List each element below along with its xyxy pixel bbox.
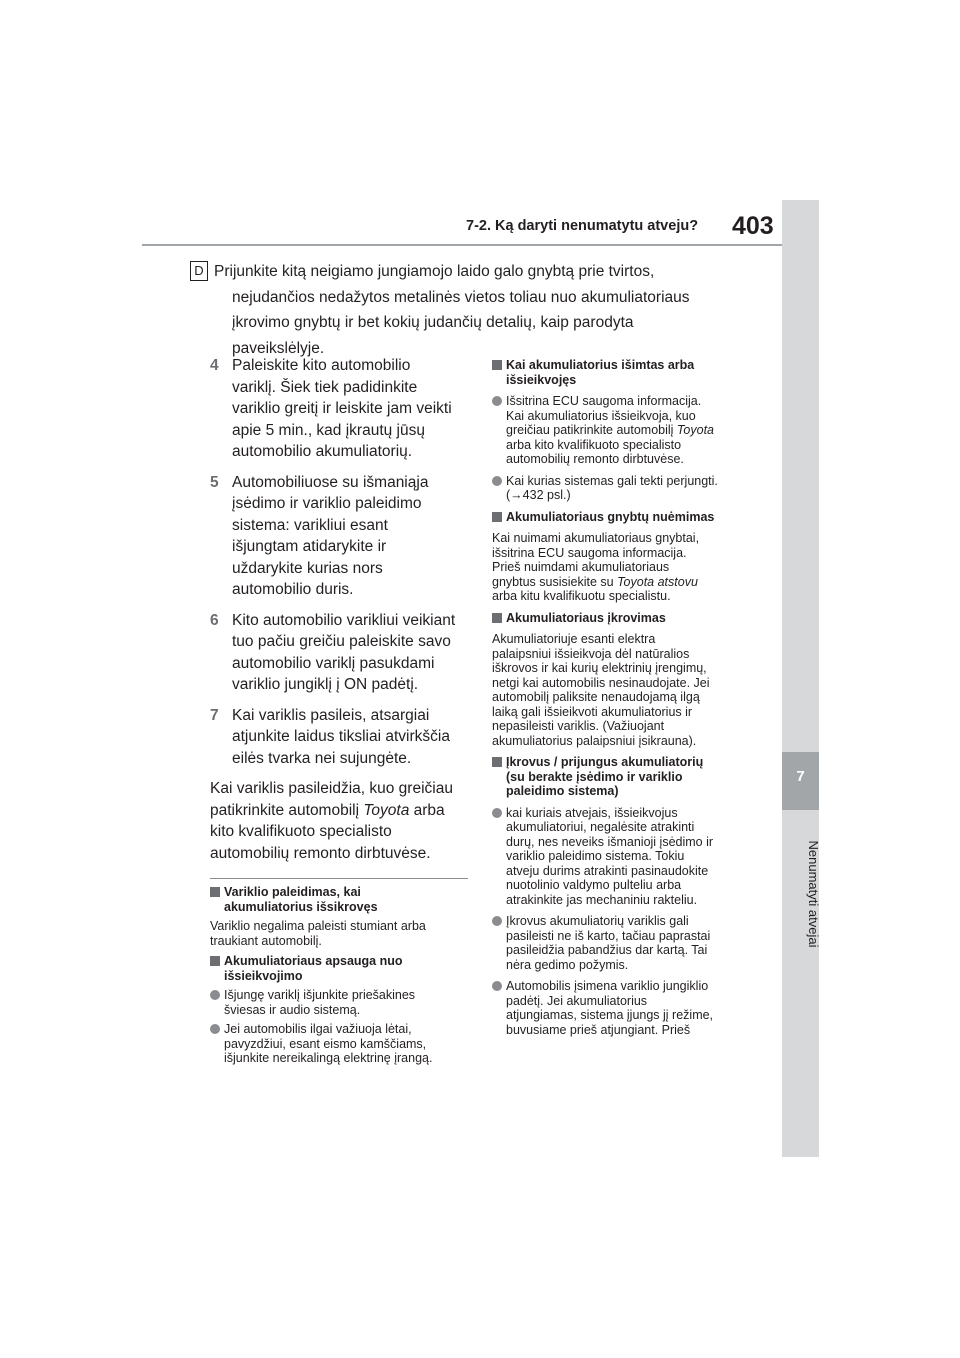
intro-line: Prijunkite kitą neigiamo jungiamojo laido galo gnybtą prie tvirtos, — [214, 263, 655, 280]
step-line: išjungtam atidarykite ir — [232, 538, 387, 555]
step-line: sistema: varikliui esant — [232, 516, 388, 534]
circle-bullet-icon — [492, 981, 502, 991]
note-line: iškrovos ir kai kurių elektrinių įrengimų, — [492, 661, 707, 675]
circle-bullet-icon — [492, 808, 502, 818]
note-line — [492, 575, 758, 590]
text-run: greičiau patikrinkite automobilį — [506, 423, 677, 437]
step-number: 7 — [210, 706, 219, 724]
circle-bullet-icon — [210, 990, 220, 1000]
closing-line: kito kvalifikuoto specialisto — [210, 823, 392, 840]
header-divider — [142, 244, 782, 246]
note-line: akumuliatorius palaipsniui įsikrauna). — [492, 733, 697, 748]
note-bullet — [492, 474, 758, 503]
step-item — [210, 355, 472, 463]
note-line: Prieš nuimdami akumuliatoriaus — [492, 560, 670, 574]
brand-name: Toyota atstovu — [617, 574, 698, 589]
note-line: atveju durims atrakinti pasinaudokite — [506, 863, 709, 878]
note-bullet — [492, 806, 758, 908]
note-line: variklio paleidimo sistema. Tokiu — [506, 849, 685, 863]
note-bullet — [492, 394, 758, 467]
note-heading — [492, 358, 758, 387]
notes-divider — [210, 878, 468, 879]
note-line: automobilį paliksite nenaudojamą ilgą — [492, 690, 700, 704]
intro-line: nejudančios nedažytos metalinės vietos toliau nuo akumuliatoriaus — [232, 288, 690, 306]
brand-name: Toyota — [363, 801, 410, 819]
chapter-label: Nenumatyti atvejai — [806, 840, 821, 948]
note-line: pavyzdžiui, esant eismo kamščiams, — [224, 1036, 427, 1051]
step-line: tuo pačiu greičiu paleiskite savo — [232, 633, 451, 650]
square-bullet-icon — [492, 757, 502, 767]
circle-bullet-icon — [492, 916, 502, 926]
step-item — [210, 472, 472, 601]
square-bullet-icon — [492, 613, 502, 623]
square-bullet-icon — [210, 956, 220, 966]
note-line: kai kuriais atvejais, išsieikvojus — [506, 805, 678, 820]
chapter-number: 7 — [796, 768, 805, 785]
step-item — [210, 705, 472, 770]
note-line: Įkrovus akumuliatorių variklis gali — [506, 914, 689, 928]
steps-column — [210, 355, 472, 864]
heading-line: Kai akumuliatorius išimtas arba — [506, 358, 695, 372]
note-line: buvusiame prieš atjungiant. Prieš — [506, 1022, 691, 1037]
step-line: automobilio duris. — [232, 581, 354, 598]
heading-line: Akumuliatoriaus gnybtų nuėmimas — [506, 509, 715, 524]
step-line: Paleiskite kito automobilio — [232, 357, 411, 374]
heading-line: akumuliatorius išsikrovęs — [224, 899, 378, 914]
note-line: Kai akumuliatorius išsieikvoja, kuo — [506, 408, 696, 423]
step-line: Kai variklis pasileis, atsargiai — [232, 706, 430, 724]
note-bullet — [492, 979, 758, 1037]
note-line: atjungiamas, sistema įjungs jį režime, — [506, 1008, 714, 1022]
note-line: arba kitu kvalifikuotu specialistu. — [492, 589, 671, 603]
circle-bullet-icon — [492, 476, 502, 486]
heading-line: Akumuliatoriaus įkrovimas — [506, 610, 666, 625]
note-line: netgi kai automobilis nesinaudojate. Jei — [492, 675, 710, 690]
section-title: 7-2. Ką daryti nenumatytu atveju? — [466, 218, 699, 234]
note-paragraph — [492, 531, 758, 604]
note-line: nėra gedimo požymis. — [506, 957, 629, 972]
note-line: atrakinkite jas mechaniniu rakteliu. — [506, 892, 698, 907]
brand-name: Toyota — [676, 423, 714, 437]
note-line: Variklio negalima paleisti stumiant arba — [210, 919, 426, 933]
text-run: patikrinkite automobilį — [210, 801, 364, 819]
intro-line: įkrovimo gnybtų ir bet kokių judančių detalių, kaip parodyta — [232, 314, 634, 331]
note-line: Kai kurias sistemas gali tekti perjungti. — [506, 473, 718, 488]
step-label-d: D — [190, 261, 208, 281]
step-line: apie 5 min., kad įkrautų jūsų — [232, 421, 425, 439]
note-bullet — [210, 988, 468, 1017]
square-bullet-icon — [492, 512, 502, 522]
step-line: variklį. Šiek tiek padidinkite — [232, 378, 418, 396]
note-paragraph — [210, 919, 468, 948]
note-line: durų, nes neveiks išmanioji įsėdimo ir — [506, 834, 714, 849]
note-line: pasileidžia pabandžius dar kartą. Tai — [506, 943, 708, 957]
note-line — [506, 423, 758, 438]
closing-paragraph — [210, 778, 472, 864]
notes-left — [210, 878, 468, 1071]
step-line: uždarykite kurias nors — [232, 559, 383, 577]
page-number: 403 — [732, 212, 774, 240]
note-bullet — [492, 914, 758, 972]
note-line: Kai nuimami akumuliatoriaus gnybtai, — [492, 531, 700, 545]
step-line: automobilio variklį pasukdami — [232, 654, 435, 672]
step-number: 4 — [210, 357, 219, 374]
note-heading — [492, 510, 758, 525]
step-line: Automobiliuose su išmaniąja — [232, 473, 429, 491]
note-line: traukiant automobilį. — [210, 933, 322, 948]
note-line: pasileisti ne iš karto, tačiau paprastai — [506, 928, 711, 943]
heading-line: Variklio paleidimas, kai — [224, 885, 361, 899]
heading-line: (su berakte įsėdimo ir variklio — [506, 769, 683, 784]
note-line: arba kito kvalifikuoto specialisto — [506, 437, 682, 452]
note-heading — [492, 611, 758, 626]
heading-line: paleidimo sistema) — [506, 784, 619, 798]
note-line: šviesas ir audio sistemą. — [224, 1002, 361, 1017]
note-line: Automobilis įsimena variklio jungiklio — [506, 979, 709, 993]
note-line: Išsitrina ECU saugoma informacija. — [506, 394, 702, 408]
step-line: variklio greitį ir leiskite jam veikti — [232, 400, 452, 417]
closing-line: automobilių remonto dirbtuvėse. — [210, 844, 431, 862]
note-line: nepasileisti variklis. (Važiuojant — [492, 719, 665, 733]
note-line: automobilių remonto dirbtuvėse. — [506, 452, 684, 466]
square-bullet-icon — [492, 360, 502, 370]
step-item — [210, 610, 472, 696]
note-line: išjunkite nereikalingą elektrinę įrangą. — [224, 1051, 433, 1065]
note-line: laiką gali išsieikvoti akumuliatorius ir — [492, 704, 693, 719]
circle-bullet-icon — [210, 1024, 220, 1034]
step-line: atjunkite laidus tiksliai atvirkščia — [232, 728, 450, 745]
intro-line: paveikslėlyje. — [232, 339, 325, 357]
note-heading — [492, 755, 758, 799]
closing-line: Kai variklis pasileidžia, kuo greičiau — [210, 780, 453, 797]
step-line: automobilio akumuliatorių. — [232, 443, 413, 460]
note-line: nuotolinio valdymo pulteliu arba — [506, 878, 682, 892]
heading-line: išsieikvojimo — [224, 968, 303, 983]
step-line: variklio jungiklį į ON padėtį. — [232, 676, 419, 693]
step-line: eilės tvarka nei sujungėte. — [232, 749, 412, 767]
step-number: 6 — [210, 611, 219, 629]
note-line: Akumuliatoriuje esanti elektra — [492, 632, 656, 646]
intro-paragraph — [194, 259, 750, 361]
note-line: Jei automobilis ilgai važiuoja lėtai, — [224, 1022, 412, 1036]
closing-line — [210, 800, 472, 822]
note-line: palaipsniui išsieikvoja dėl natūralios — [492, 646, 690, 661]
page-reference: (→432 psl.) — [506, 488, 571, 502]
note-line: akumuliatoriui, negalėsite atrakinti — [506, 820, 695, 834]
note-heading — [210, 954, 468, 983]
step-line: Kito automobilio varikliui veikiant — [232, 611, 456, 629]
circle-bullet-icon — [492, 396, 502, 406]
note-bullet — [210, 1022, 468, 1066]
notes-right — [492, 358, 758, 1044]
note-line: Išjungę variklį išjunkite priešakines — [224, 988, 416, 1002]
square-bullet-icon — [210, 887, 220, 897]
note-heading — [210, 885, 468, 914]
heading-line: Įkrovus / prijungus akumuliatorių — [506, 755, 704, 769]
text-run: arba — [409, 801, 445, 819]
heading-line: išsieikvojęs — [506, 372, 577, 387]
side-tab — [782, 200, 819, 1157]
step-number: 5 — [210, 473, 219, 491]
note-line: padėtį. Jei akumuliatorius — [506, 993, 648, 1008]
heading-line: Akumuliatoriaus apsauga nuo — [224, 954, 403, 968]
note-line: išsitrina ECU saugoma informacija. — [492, 545, 687, 560]
step-line: įsėdimo ir variklio paleidimo — [232, 495, 422, 512]
note-paragraph — [492, 632, 758, 748]
text-run: gnybtus susisiekite su — [492, 574, 618, 589]
